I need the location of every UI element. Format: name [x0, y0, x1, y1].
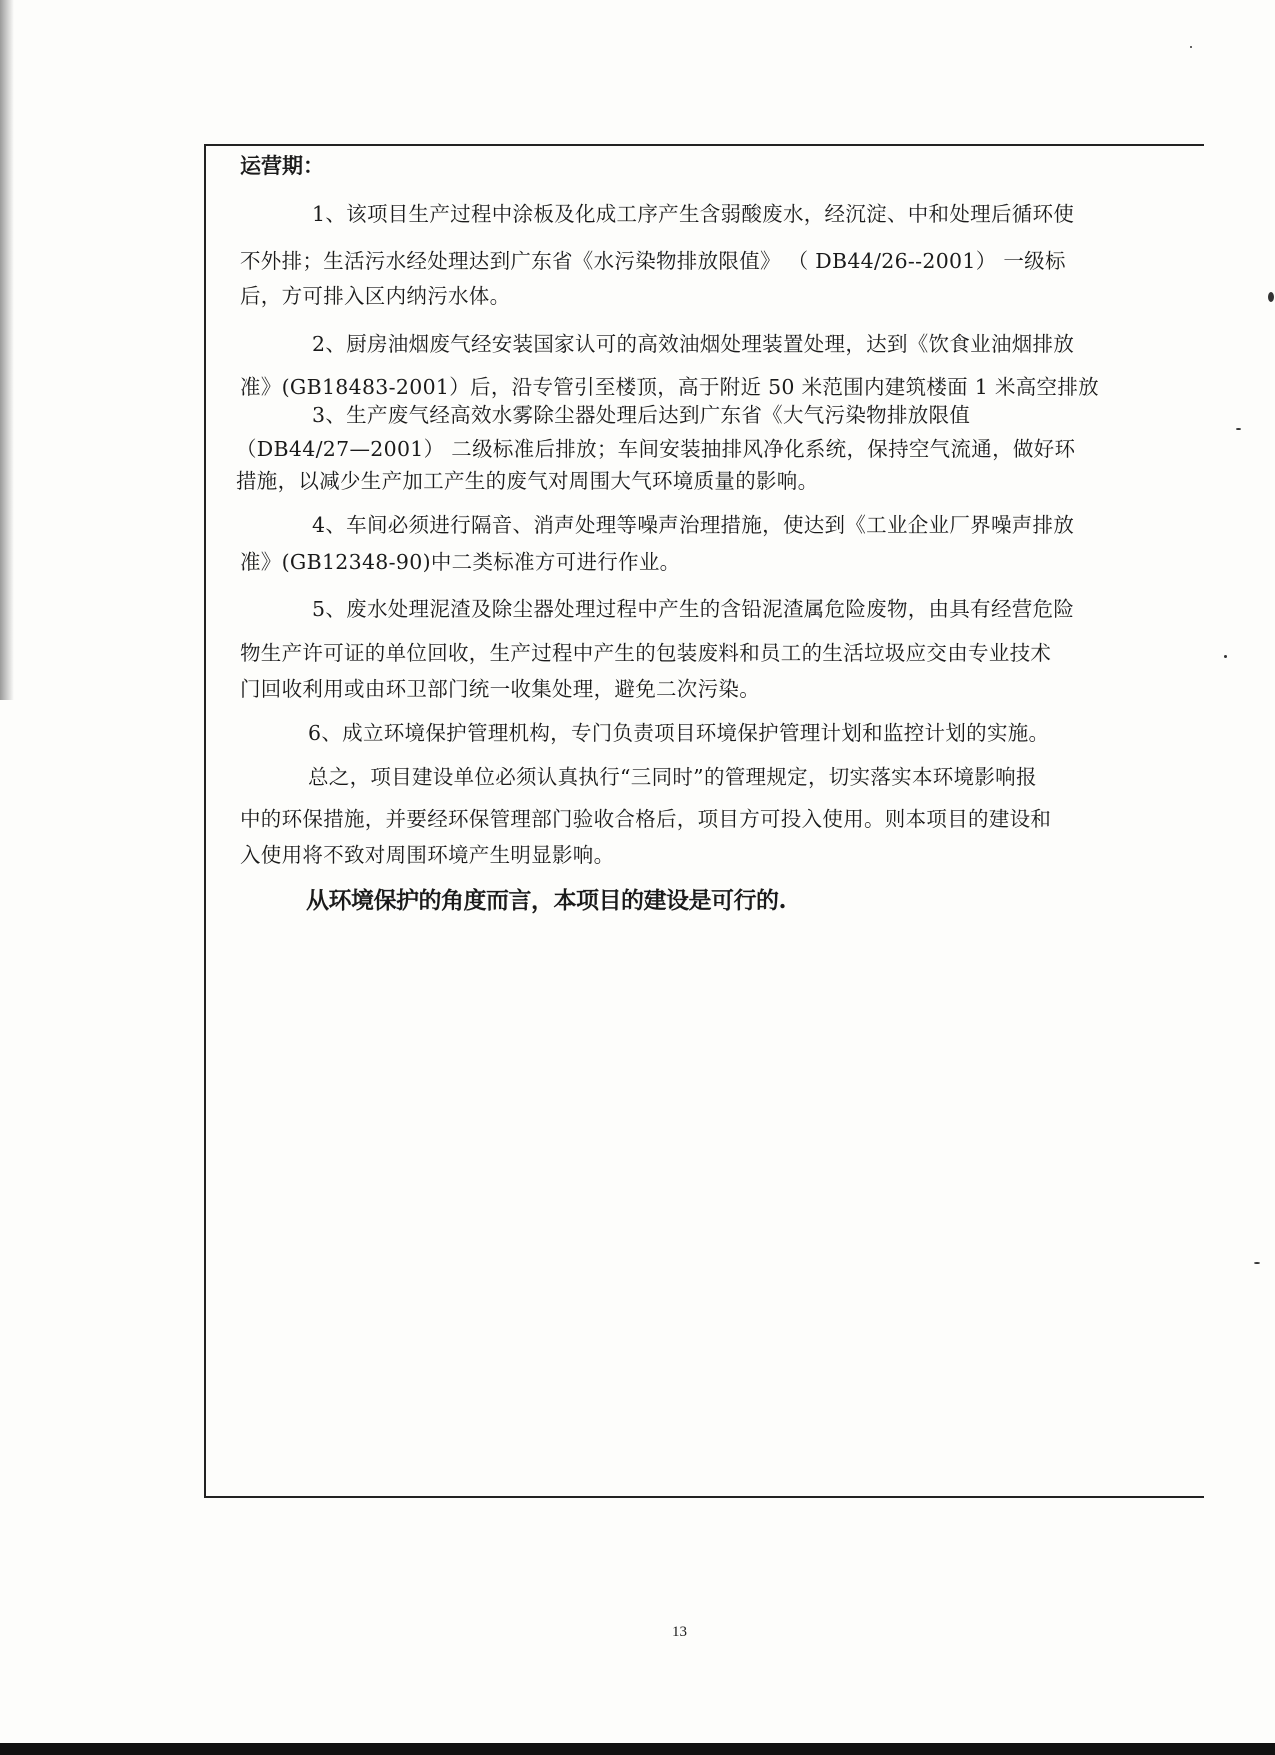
- page-number: 13: [672, 1624, 687, 1640]
- scan-speck: [1224, 655, 1227, 658]
- text-line-13: 门回收利用或由环卫部门统一收集处理，避免二次污染。: [240, 677, 760, 701]
- scan-speck: [1268, 292, 1274, 302]
- text-line-7: （DB44/27—2001） 二级标准后排放；车间安装抽排风净化系统，保持空气流通，做好环: [236, 437, 1076, 461]
- text-line-1: 1、该项目生产过程中涂板及化成工序产生含弱酸废水，经沉淀、中和处理后循环使: [312, 202, 1075, 226]
- scan-speck: [1236, 428, 1241, 430]
- text-line-17: 入使用将不致对周围环境产生明显影响。: [240, 843, 615, 867]
- text-line-10: 准》(GB12348-90)中二类标准方可进行作业。: [240, 550, 681, 574]
- text-line-2: 不外排；生活污水经处理达到广东省《水污染物排放限值》 （ DB44/26--2001） 一级标: [240, 249, 1066, 273]
- text-line-9: 4、车间必须进行隔音、消声处理等噪声治理措施，使达到《工业企业厂界噪声排放: [312, 513, 1075, 537]
- text-line-5: 准》(GB18483-2001）后，沿专管引至楼顶，高于附近 50 米范围内建筑楼面 1 米高空排放: [240, 375, 1099, 399]
- text-line-16: 中的环保措施，并要经环保管理部门验收合格后，项目方可投入使用。则本项目的建设和: [240, 807, 1052, 831]
- text-line-8: 措施，以减少生产加工产生的废气对周围大气环境质量的影响。: [236, 469, 819, 493]
- conclusion: 从环境保护的角度而言，本项目的建设是可行的.: [306, 887, 787, 914]
- text-line-12: 物生产许可证的单位回收，生产过程中产生的包装废料和员工的生活垃圾应交由专业技术: [240, 641, 1052, 665]
- text-line-6: 3、生产废气经高效水雾除尘器处理后达到广东省《大气污染物排放限值: [312, 403, 971, 427]
- text-line-15: 总之，项目建设单位必须认真执行“三同时”的管理规定，切实落实本环境影响报: [308, 765, 1037, 789]
- scan-speck: [1254, 1262, 1260, 1264]
- scan-edge-bottom: [0, 1743, 1275, 1755]
- scan-speck: [1190, 46, 1192, 48]
- section-heading: 运营期：: [240, 153, 324, 178]
- text-line-3: 后，方可排入区内纳污水体。: [240, 284, 511, 308]
- text-line-4: 2、厨房油烟废气经安装国家认可的高效油烟处理装置处理，达到《饮食业油烟排放: [312, 332, 1075, 356]
- text-line-11: 5、废水处理泥渣及除尘器处理过程中产生的含铅泥渣属危险废物，由具有经营危险: [312, 597, 1075, 621]
- text-line-14: 6、成立环境保护管理机构，专门负责项目环境保护管理计划和监控计划的实施。: [308, 721, 1050, 745]
